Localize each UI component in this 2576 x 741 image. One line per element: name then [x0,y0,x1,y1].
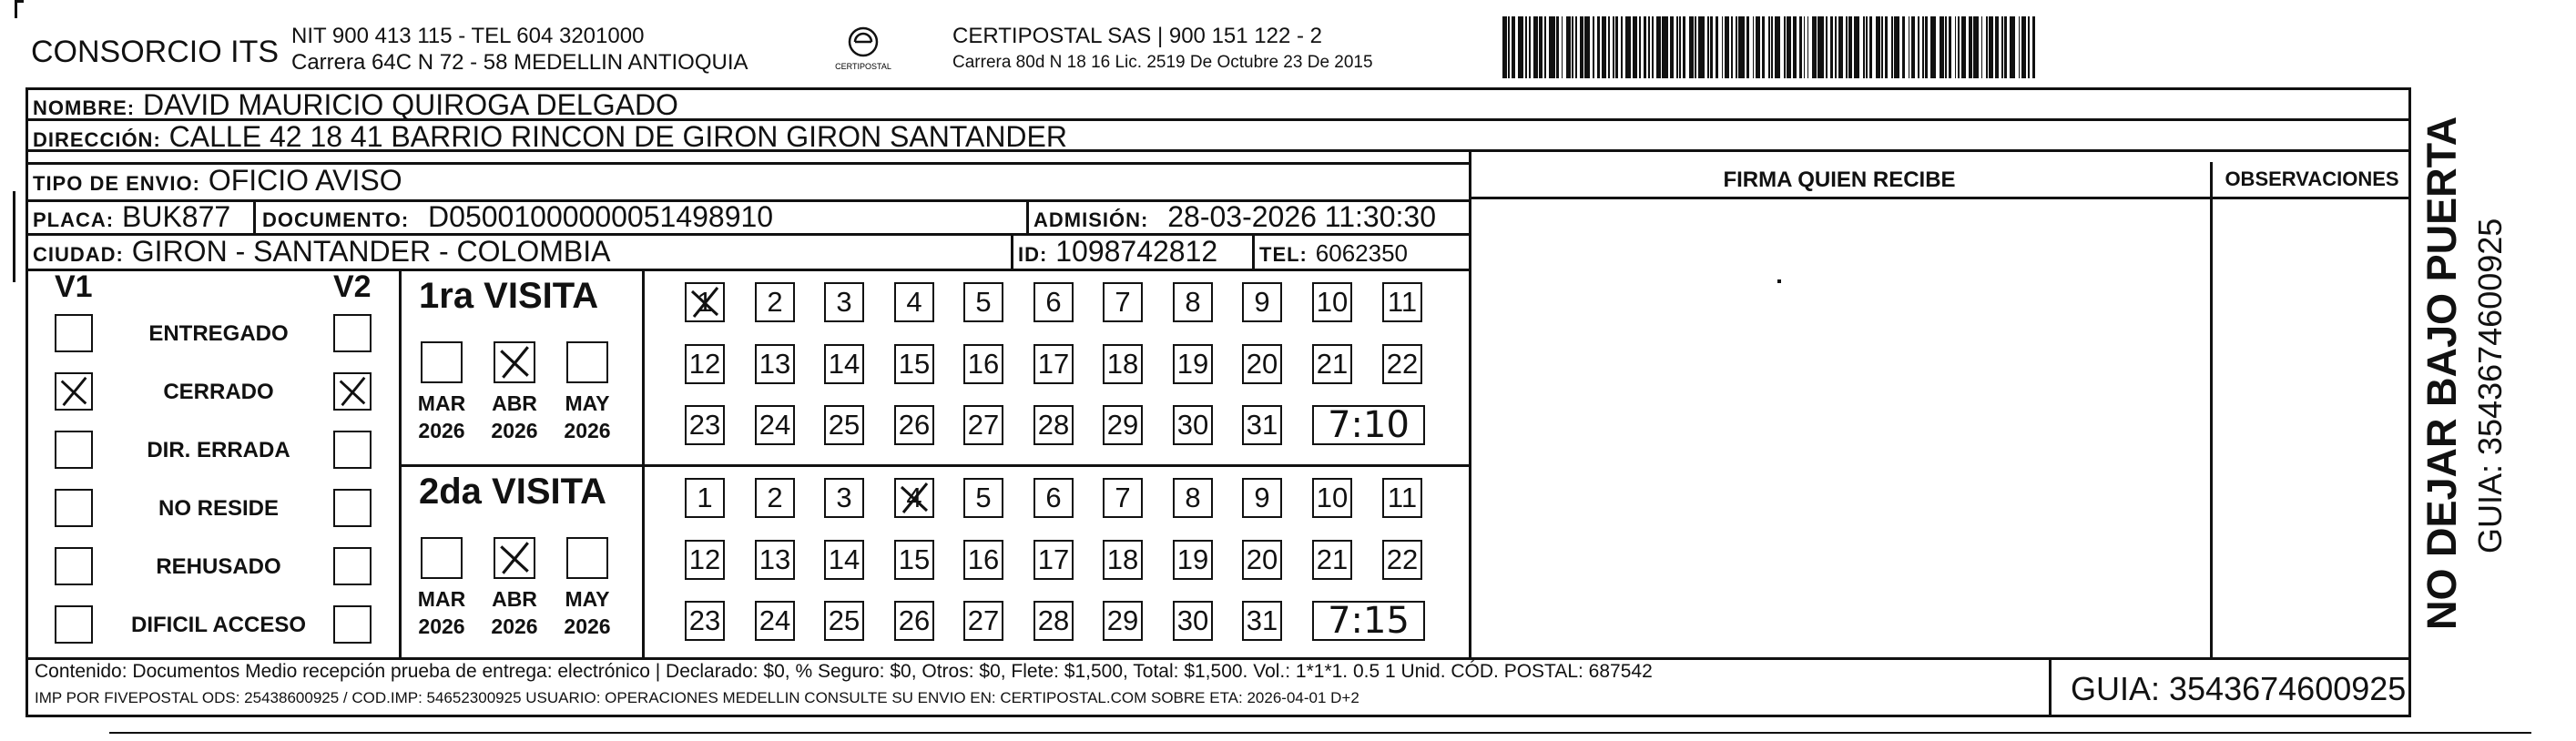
barcode-bar [2019,16,2021,78]
month-checkbox-abr[interactable] [494,341,535,383]
barcode-bar [1525,16,1527,78]
placa-label: PLACA: [33,208,115,231]
barcode-bar [1533,16,1538,78]
tel-value: 6062350 [1315,239,1409,267]
day-14[interactable]: 14 [824,344,864,384]
day-5[interactable]: 5 [963,282,1003,322]
day-24[interactable]: 24 [755,405,795,445]
documento-label: DOCUMENTO: [262,208,410,231]
barcode-bar [1771,16,1773,78]
placa-field [33,200,230,234]
barcode-bar [1580,16,1583,78]
barcode-bar [1804,16,1806,78]
status-label: DIFICIL ACCESO [130,613,306,637]
barcode-bar [1961,16,1966,78]
tipo-field [33,164,402,198]
barcode-bar [1698,16,1704,78]
barcode-bar [1584,16,1590,78]
day-25[interactable]: 25 [824,405,864,445]
company-name: CONSORCIO ITS [31,35,280,69]
v2-checkbox-dificil-acceso[interactable] [333,605,372,644]
barcode-bar [1608,16,1610,78]
barcode-bar [1736,16,1737,78]
v2-checkbox-dir-errada[interactable] [333,431,372,469]
barcode-bar [1902,16,1905,78]
tipo-label: TIPO DE ENVIO: [33,172,200,195]
barcode-bar [1676,16,1678,78]
barcode-bar [1787,16,1791,78]
month-checkbox-mar[interactable] [421,537,463,579]
barcode-bar [1940,16,1944,78]
barcode-bar [1738,16,1744,78]
barcode-bar [1945,16,1947,78]
status-label: REHUSADO [156,554,281,579]
barcode-bar [1644,16,1646,78]
nombre-value: DAVID MAURICIO QUIROGA DELGADO [143,88,678,121]
barcode-bar [1652,16,1654,78]
barcode-bar [1989,16,1993,78]
year-label: 2026 [491,614,538,638]
barcode-bar [2001,16,2003,78]
day-6[interactable]: 6 [1033,478,1074,518]
day-6[interactable]: 6 [1033,282,1074,322]
day-27[interactable]: 27 [963,601,1003,641]
barcode-bar [1894,16,1899,78]
day-26[interactable]: 26 [894,405,934,445]
barcode-bar [1613,16,1614,78]
day-16[interactable]: 16 [963,540,1003,580]
day-26[interactable]: 26 [894,601,934,641]
barcode-bar [1716,16,1718,78]
v1-checkbox-entregado[interactable] [55,314,93,352]
documento-field [262,200,773,234]
day-10[interactable]: 10 [1312,478,1352,518]
barcode-bar [1830,16,1833,78]
barcode-bar [1854,16,1859,78]
day-18[interactable]: 18 [1103,344,1143,384]
day-29[interactable]: 29 [1103,405,1143,445]
day-17[interactable]: 17 [1033,344,1074,384]
barcode-bar [1683,16,1685,78]
barcode-bar [1639,16,1641,78]
barcode-bar [1995,16,1998,78]
barcode-bar [1799,16,1802,78]
day-25[interactable]: 25 [824,601,864,641]
barcode-bar [1656,16,1661,78]
v2-checkbox-cerrado[interactable] [333,372,372,411]
id-field [1018,235,1217,269]
admision-field [1033,200,1436,234]
documento-value: D05001000000051498910 [428,200,774,233]
footer-imp: IMP POR FIVEPOSTAL ODS: 25438600925 / COD.IMP: 54652300925 USUARIO: OPERACIONES MEDELLIN CONSULTE SU ENVIO EN: CERTIPOSTAL.COM SOBRE ETA: 2026-04-01 D+2 [35,689,1359,706]
barcode-bar [1575,16,1577,78]
barcode-bar [1981,16,1983,78]
barcode-bar [1909,16,1910,78]
v2-checkbox-no-reside[interactable] [333,489,372,527]
day-9[interactable]: 9 [1242,478,1282,518]
barcode-bar [1775,16,1780,78]
barcode-bar [1593,16,1594,78]
tel-field [1259,235,1408,269]
barcode-bar [1762,16,1765,78]
month-label: ABR [492,391,537,415]
barcode-bar [1753,16,1755,78]
ciudad-field [33,235,610,269]
v2-label: V2 [333,269,372,304]
barcode-bar [2004,16,2007,78]
barcode-bar [1955,16,1957,78]
day-23[interactable]: 23 [685,601,725,641]
barcode-bar [1973,16,1979,78]
barcode-bar [1689,16,1694,78]
direccion-field [33,120,1067,154]
barcode-bar [1529,16,1531,78]
barcode-bar [1562,16,1563,78]
day-3[interactable]: 3 [824,282,864,322]
placa-value: BUK877 [122,200,231,233]
day-2[interactable]: 2 [755,282,795,322]
barcode-bar [1731,16,1733,78]
barcode-bar [2032,16,2035,78]
barcode [1502,16,2231,78]
nit-line: NIT 900 413 115 - TEL 604 3201000 [291,24,645,48]
barcode-bar [1958,16,1960,78]
day-11[interactable]: 11 [1382,478,1422,518]
barcode-bar [1648,16,1650,78]
v1-checkbox-no-reside[interactable] [55,489,93,527]
status-label: CERRADO [163,380,274,404]
barcode-bar [1539,16,1542,78]
signature-area[interactable] [1471,200,2209,655]
tipo-value: OFICIO AVISO [208,164,402,197]
barcode-bar [1518,16,1523,78]
barcode-bar [1866,16,1868,78]
barcode-bar [1835,16,1837,78]
logo-text: CERTIPOSTAL [835,62,891,71]
barcode-bar [1869,16,1872,78]
day-20[interactable]: 20 [1242,540,1282,580]
status-label: NO RESIDE [158,496,280,521]
barcode-bar [1817,16,1823,78]
day-3[interactable]: 3 [824,478,864,518]
barcode-bar [1746,16,1749,78]
year-label: 2026 [418,614,465,638]
barcode-bar [1949,16,1951,78]
nombre-field [33,88,678,122]
month-label: MAY [565,587,610,611]
day-30[interactable]: 30 [1173,601,1213,641]
v1-checkbox-cerrado[interactable] [55,372,93,411]
direccion-label: DIRECCIÓN: [33,128,161,151]
barcode-bar [1710,16,1713,78]
barcode-bar [1502,16,1507,78]
barcode-bar [1722,16,1724,78]
barcode-bar [1930,16,1936,78]
time-box[interactable]: 7:10 [1312,405,1425,445]
admision-value: 28-03-2026 11:30:30 [1167,200,1436,233]
barcode-bar [1670,16,1673,78]
id-label: ID: [1018,243,1048,266]
day-18[interactable]: 18 [1103,540,1143,580]
barcode-bar [1918,16,1919,78]
day-21[interactable]: 21 [1312,540,1352,580]
admision-label: ADMISIÓN: [1033,208,1149,231]
month-label: MAR [417,587,466,611]
day-12[interactable]: 12 [685,344,725,384]
tel-label: TEL: [1259,243,1308,266]
nombre-label: NOMBRE: [33,96,136,119]
status-label: DIR. ERRADA [147,438,290,462]
year-label: 2026 [564,419,611,442]
barcode-bar [1807,16,1809,78]
day-22[interactable]: 22 [1382,540,1422,580]
barcode-bar [1602,16,1606,78]
month-checkbox-mar[interactable] [421,341,463,383]
barcode-bar [1969,16,1971,78]
day-22[interactable]: 22 [1382,344,1422,384]
barcode-bar [1572,16,1573,78]
day-24[interactable]: 24 [755,601,795,641]
day-8[interactable]: 8 [1173,478,1213,518]
barcode-bar [1549,16,1554,78]
footer-content: Contenido: Documentos Medio recepción prueba de entrega: electrónico | Declarado: $0, % Seguro: $0, Otros: $0, Flete: $1,500, Total: $1,500. Vol.: 1*1*1. 0.5 1 Unid. CÓD. POSTAL: 687542 [35,661,1653,682]
day-4[interactable]: 4 [894,282,934,322]
visit-title: 2da VISITA [419,472,606,512]
v1-label: V1 [55,269,93,304]
year-label: 2026 [564,614,611,638]
day-28[interactable]: 28 [1033,601,1074,641]
observaciones-label: OBSERVACIONES [2225,167,2399,190]
barcode-bar [1848,16,1851,78]
day-17[interactable]: 17 [1033,540,1074,580]
barcode-bar [1925,16,1928,78]
day-31[interactable]: 31 [1242,601,1282,641]
barcode-bar [1566,16,1571,78]
barcode-bar [1662,16,1667,78]
day-2[interactable]: 2 [755,478,795,518]
day-9[interactable]: 9 [1242,282,1282,322]
barcode-bar [1512,16,1514,78]
day-19[interactable]: 19 [1173,540,1213,580]
barcode-bar [2028,16,2030,78]
v2-checkbox-entregado[interactable] [333,314,372,352]
barcode-bar [1876,16,1880,78]
year-label: 2026 [418,419,465,442]
day-12[interactable]: 12 [685,540,725,580]
side-warning: NO DEJAR BAJO PUERTA [2418,116,2465,630]
barcode-bar [1508,16,1510,78]
barcode-bar [1846,16,1848,78]
company-address: Carrera 64C N 72 - 58 MEDELLIN ANTIOQUIA [291,50,748,75]
day-7[interactable]: 7 [1103,282,1143,322]
day-29[interactable]: 29 [1103,601,1143,641]
barcode-bar [1768,16,1770,78]
day-13[interactable]: 13 [755,344,795,384]
v1-checkbox-dificil-acceso[interactable] [55,605,93,644]
day-31[interactable]: 31 [1242,405,1282,445]
day-1[interactable]: 1 [685,478,725,518]
year-label: 2026 [491,419,538,442]
barcode-bar [1986,16,1988,78]
barcode-bar [2021,16,2026,78]
footer-guia: GUIA: 3543674600925 [2071,670,2407,707]
month-checkbox-may[interactable] [566,537,608,579]
barcode-bar [1922,16,1924,78]
day-23[interactable]: 23 [685,405,725,445]
day-30[interactable]: 30 [1173,405,1213,445]
barcode-bar [1863,16,1865,78]
day-1[interactable]: 1 [685,282,725,322]
barcode-bar [1597,16,1600,78]
month-label: ABR [492,587,537,611]
barcode-bar [1784,16,1786,78]
barcode-bar [1881,16,1883,78]
day-10[interactable]: 10 [1312,282,1352,322]
day-21[interactable]: 21 [1312,344,1352,384]
day-20[interactable]: 20 [1242,344,1282,384]
visit-title: 1ra VISITA [419,276,599,316]
barcode-bar [1695,16,1696,78]
month-label: MAY [565,391,610,415]
carrier-address: Carrera 80d N 18 16 Lic. 2519 De Octubre 23 De 2015 [952,53,1373,72]
day-16[interactable]: 16 [963,344,1003,384]
barcode-bar [1911,16,1916,78]
time-box[interactable]: 7:15 [1312,601,1425,641]
barcode-bar [1556,16,1559,78]
barcode-bar [1891,16,1893,78]
day-19[interactable]: 19 [1173,344,1213,384]
side-guia: GUIA: 3543674600925 [2471,218,2509,553]
day-15[interactable]: 15 [894,344,934,384]
barcode-bar [1633,16,1637,78]
month-checkbox-may[interactable] [566,341,608,383]
direccion-value: CALLE 42 18 41 BARRIO RINCON DE GIRON GIRON SANTANDER [168,120,1067,153]
day-11[interactable]: 11 [1382,282,1422,322]
day-14[interactable]: 14 [824,540,864,580]
barcode-bar [1621,16,1623,78]
day-27[interactable]: 27 [963,405,1003,445]
status-label: ENTREGADO [148,321,289,346]
day-4[interactable]: 4 [894,478,934,518]
ciudad-value: GIRON - SANTANDER - COLOMBIA [131,235,611,268]
barcode-bar [1707,16,1709,78]
day-8[interactable]: 8 [1173,282,1213,322]
v2-checkbox-rehusado[interactable] [333,547,372,585]
barcode-bar [1885,16,1888,78]
month-label: MAR [417,391,466,415]
barcode-bar [1826,16,1828,78]
day-13[interactable]: 13 [755,540,795,580]
barcode-bar [1793,16,1796,78]
certipostal-logo-icon [827,22,900,76]
observations-area[interactable] [2213,200,2409,655]
ciudad-label: CIUDAD: [33,243,124,266]
carrier-line: CERTIPOSTAL SAS | 900 151 122 - 2 [952,24,1322,48]
day-5[interactable]: 5 [963,478,1003,518]
id-value: 1098742812 [1055,235,1218,268]
day-28[interactable]: 28 [1033,405,1074,445]
day-7[interactable]: 7 [1103,478,1143,518]
v1-checkbox-rehusado[interactable] [55,547,93,585]
firma-label: FIRMA QUIEN RECIBE [1723,167,1956,192]
barcode-bar [1544,16,1546,78]
day-15[interactable]: 15 [894,540,934,580]
barcode-bar [1725,16,1729,78]
barcode-bar [1838,16,1843,78]
v1-checkbox-dir-errada[interactable] [55,431,93,469]
barcode-bar [1756,16,1760,78]
month-checkbox-abr[interactable] [494,537,535,579]
barcode-bar [2010,16,2015,78]
barcode-bar [1812,16,1817,78]
barcode-bar [1679,16,1681,78]
barcode-bar [1615,16,1618,78]
barcode-bar [1625,16,1631,78]
